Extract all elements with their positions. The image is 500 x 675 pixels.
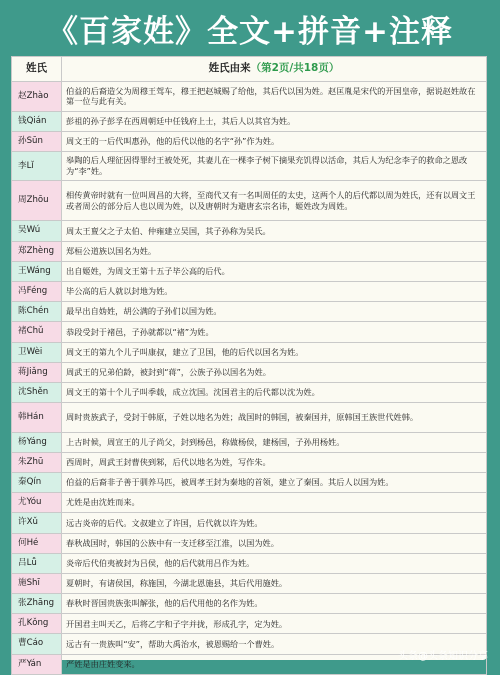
surname-cell: 施Shī	[12, 573, 62, 593]
origin-cell: 严姓是由庄姓变来。	[62, 654, 487, 674]
surname-cell: 褚Chǔ	[12, 322, 62, 342]
origin-cell: 出自姬姓，为周文王第十五子毕公高的后代。	[62, 261, 487, 281]
surname-cell: 孔Kǒng	[12, 614, 62, 634]
origin-cell: 尤姓是由沈姓而来。	[62, 493, 487, 513]
table-row	[12, 594, 487, 614]
origin-cell: 西周时，周武王封曹侠到邾，后代以地名为姓，写作朱。	[62, 452, 487, 472]
origin-cell: 周文王的第十个儿子叫季载，成立沈国。沈国君主的后代都以沈为姓。	[62, 382, 487, 402]
origin-cell: 炎帝后代伯夷被封为吕侯，他的后代就用吕作为姓。	[62, 553, 487, 573]
origin-cell: 恭段受封于褚邑，子孙就都以“褚”为姓。	[62, 322, 487, 342]
surname-cell: 钱Qián	[12, 111, 62, 131]
table-row	[12, 111, 487, 131]
surname-cell: 许Xǔ	[12, 513, 62, 533]
surname-cell: 冯Féng	[12, 281, 62, 301]
origin-cell: 周太王亶父之子太伯、仲雍建立吴国，其子孙称为吴氏。	[62, 221, 487, 241]
table-row	[12, 513, 487, 533]
surname-cell: 孙Sūn	[12, 131, 62, 151]
table-row	[12, 131, 487, 151]
origin-cell: 远古有一贵族叫“安”，帮助大禹治水，被恩赐给一个曹姓。	[62, 634, 487, 654]
surname-cell: 朱Zhū	[12, 452, 62, 472]
surname-cell: 郑Zhèng	[12, 241, 62, 261]
origin-cell: 上古时候，周宣王的儿子尚父，封到杨邑，称做杨侯，建杨国，子孙用杨姓。	[62, 432, 487, 452]
surname-cell: 赵Zhào	[12, 82, 62, 112]
origin-cell: 周时贵族武子，受封于韩原，子姓以地名为姓；战国时的韩国，被秦国并，原韩国王族世代姓韩。	[62, 403, 487, 433]
origin-cell: 相传黄帝时就有一位叫周昌的大将，至商代又有一名叫周任的太史，这两个人的后代都以周为姓氏，还有以周文王或者周公的部分后人也以周为姓，以及唐朝时为避唐玄宗名讳，姬姓改为周姓。	[62, 181, 487, 221]
table-row	[12, 493, 487, 513]
origin-cell: 周文王的第九个儿子叫康叔，建立了卫国，他的后代以国名为姓。	[62, 342, 487, 362]
surname-cell: 杨Yáng	[12, 432, 62, 452]
origin-cell: 皋陶的后人理征因得罪纣王被处死，其妻儿在一棵李子树下摘果充饥得以活命，其后人为纪念李子的救命之恩改为“李”姓。	[62, 151, 487, 181]
table-row	[12, 614, 487, 634]
surname-cell: 蒋Jiǎng	[12, 362, 62, 382]
origin-cell: 郑桓公道族以国名为姓。	[62, 241, 487, 261]
surname-cell: 曹Cáo	[12, 634, 62, 654]
origin-cell: 远古炎帝的后代。文叔建立了许国，后代就以许为姓。	[62, 513, 487, 533]
table-row	[12, 151, 487, 181]
surname-cell: 吴Wú	[12, 221, 62, 241]
surname-cell: 严Yán	[12, 654, 62, 674]
surname-table-card	[11, 56, 487, 669]
table-row	[12, 281, 487, 301]
surname-cell: 卫Wèi	[12, 342, 62, 362]
header-origin	[62, 57, 487, 82]
surname-table	[11, 56, 487, 675]
watermark	[398, 647, 488, 662]
surname-cell: 沈Shěn	[12, 382, 62, 402]
table-row	[12, 82, 487, 112]
table-row	[12, 362, 487, 382]
origin-cell: 最早出自妫姓，胡公满的子孙们以国为姓。	[62, 302, 487, 322]
surname-cell: 何Hé	[12, 533, 62, 553]
surname-cell: 尤Yóu	[12, 493, 62, 513]
origin-cell: 周武王的兄弟伯龄，被封到“蒋”，公族子孙以国名为姓。	[62, 362, 487, 382]
table-row	[12, 322, 487, 342]
header-origin-label: 姓氏由来	[208, 62, 251, 75]
header-surname: 姓氏	[12, 57, 62, 82]
surname-cell: 周Zhōu	[12, 181, 62, 221]
table-row	[12, 452, 487, 472]
origin-cell: 开国君主叫天乙，后将乙字和子字并拢，形成孔字，定为姓。	[62, 614, 487, 634]
table-row	[12, 472, 487, 492]
header-page-indicator: （第2页/共18页）	[250, 62, 340, 75]
origin-cell: 周文王的一后代叫惠孙，他的后代以他的名字“孙”作为姓。	[62, 131, 487, 151]
page-title: 《百家姓》全文+拼音+注释	[47, 13, 453, 50]
origin-cell: 彭祖的孙子彭孚在西周朝廷中任钱府上士，其后人以其官为姓。	[62, 111, 487, 131]
table-row	[12, 382, 487, 402]
origin-cell: 伯益的后裔造父为周穆王驾车，穆王把赵城赐了给他，其后代以国为姓。赵匡胤是宋代的开国皇帝，据说赵姓故在第一位与此有关。	[62, 82, 487, 112]
surname-cell: 王Wáng	[12, 261, 62, 281]
table-row	[12, 533, 487, 553]
table-row	[12, 241, 487, 261]
origin-cell: 春秋时晋国贵族张叫解张，他的后代用他的名作为姓。	[62, 594, 487, 614]
table-row	[12, 181, 487, 221]
table-row	[12, 302, 487, 322]
table-row	[12, 403, 487, 433]
surname-cell: 秦Qín	[12, 472, 62, 492]
origin-cell: 伯益的后裔非子善于驯养马匹，被周孝王封为秦地的首领，建立了秦国。其后人以国为姓。	[62, 472, 487, 492]
watermark-text: 头条@头条知识分享	[398, 651, 488, 662]
surname-cell: 吕Lǚ	[12, 553, 62, 573]
table-row	[12, 342, 487, 362]
surname-cell: 韩Hán	[12, 403, 62, 433]
table-row	[12, 553, 487, 573]
surname-cell: 李Lǐ	[12, 151, 62, 181]
table-row	[12, 573, 487, 593]
origin-cell: 毕公高的后人就以封地为姓。	[62, 281, 487, 301]
surname-cell: 陈Chén	[12, 302, 62, 322]
table-header-row	[12, 57, 487, 82]
table-row	[12, 432, 487, 452]
origin-cell: 春秋战国时，韩国的公族中有一支迁移至江淮，以国为姓。	[62, 533, 487, 553]
table-row	[12, 221, 487, 241]
origin-cell: 夏朝时，有诸侯国，称施国，今湖北恩施县，其后代用施姓。	[62, 573, 487, 593]
surname-cell: 张Zhāng	[12, 594, 62, 614]
table-row	[12, 261, 487, 281]
